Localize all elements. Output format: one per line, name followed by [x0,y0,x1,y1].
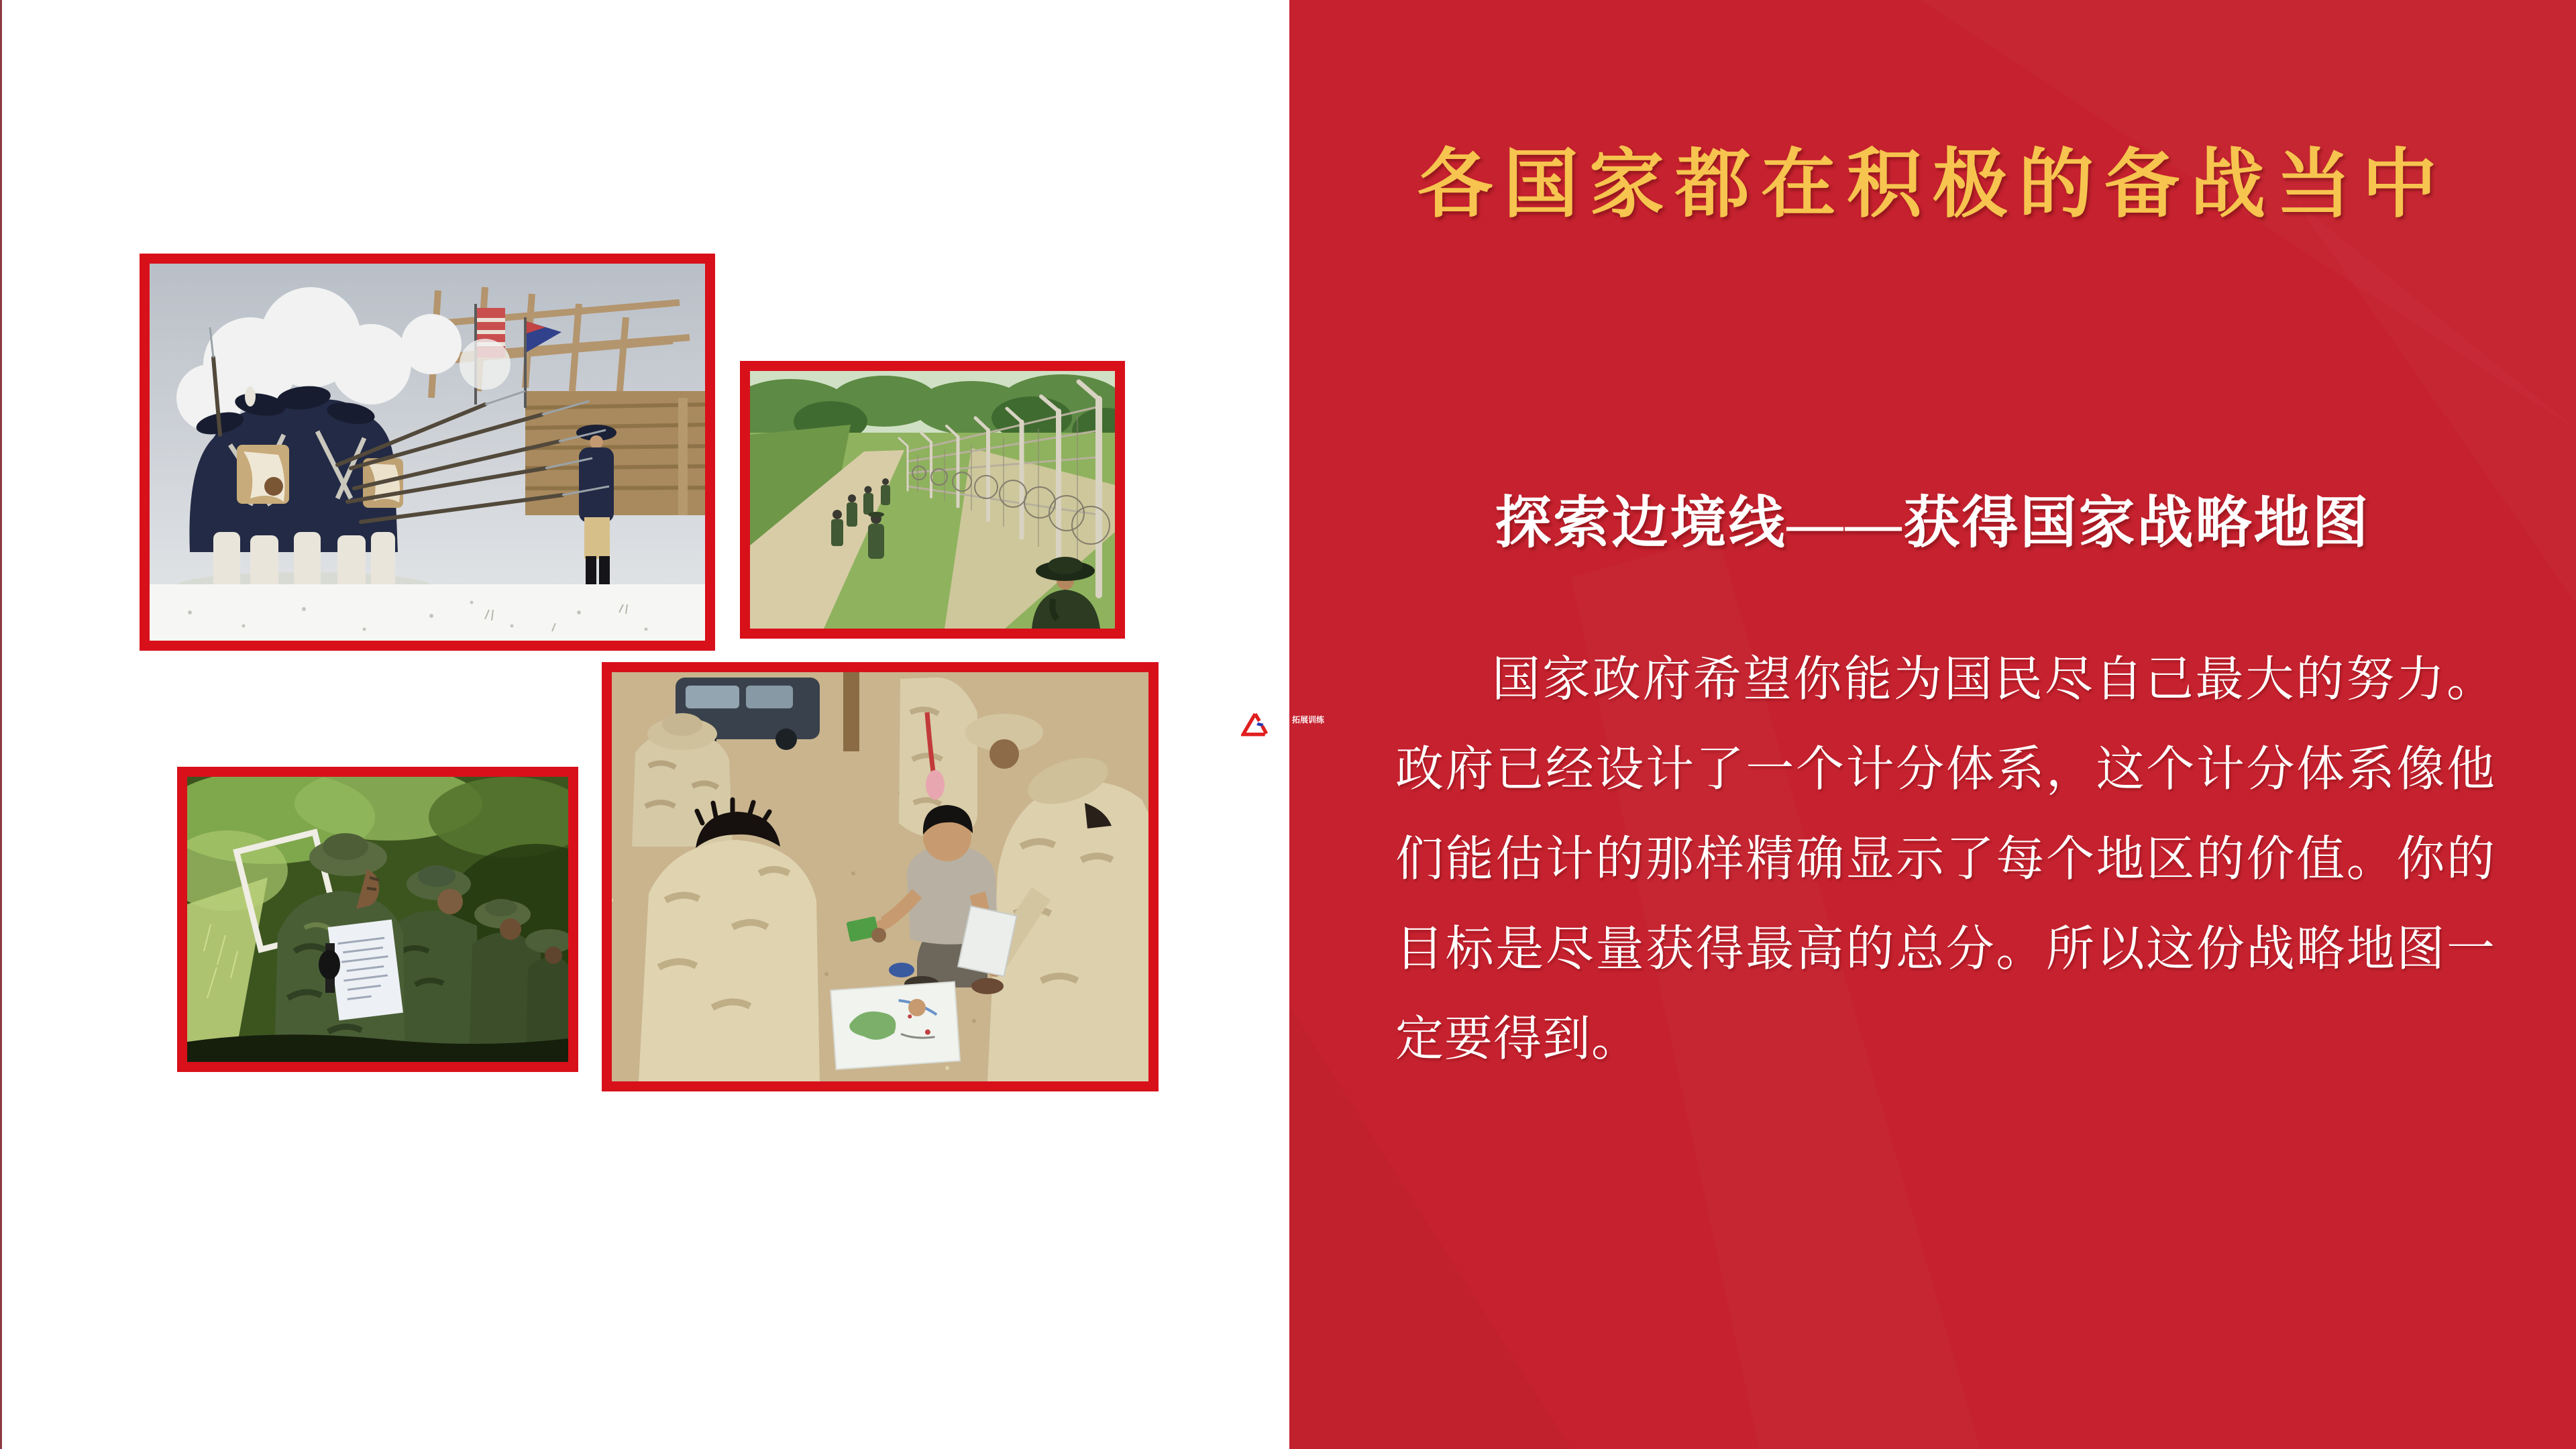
brand-label: 拓展训练 [1292,715,1325,724]
border-fence-illustration [750,371,1115,629]
photo-musket-volley [140,254,715,651]
triangle-mountain-logo-icon [1241,711,1269,738]
photo-map-study [602,662,1159,1091]
ground-map [830,982,960,1070]
training-company-logo [1241,711,1269,738]
slide-subtitle: 探索边境线——获得国家战略地图 [1495,492,2371,555]
slide-title: 各国家都在积极的备战当中 [1417,144,2448,227]
red-content-panel [1289,0,2576,1449]
slide-body-paragraph: 国家政府希望你能为国民尽自己最大的努力。政府已经设计了一个计分体系，这个计分体系像他们能估计的那样精确显示了每个地区的价值。你的目标是尽量获得最高的总分。所以这份战略地图一定要得到。 [1395,653,2496,1066]
photo-soldiers-briefing [177,767,578,1072]
musket-volley-illustration [150,264,705,641]
soldiers-briefing-illustration [187,777,568,1062]
map-study-illustration [612,672,1148,1081]
slide-left-edge [0,0,2,1449]
photo-border-fence-patrol [740,361,1125,639]
